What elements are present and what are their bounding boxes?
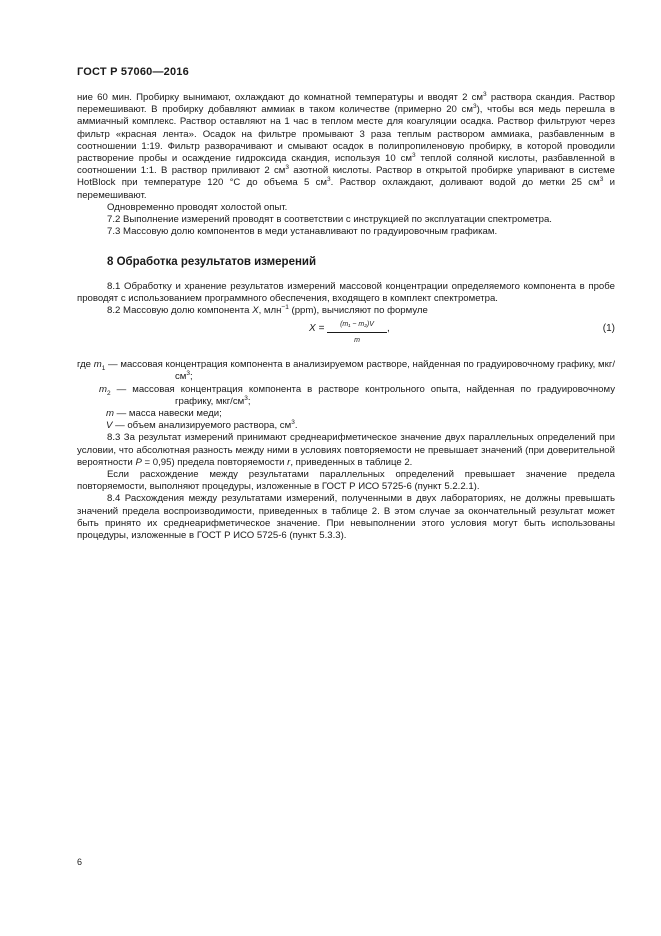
text-run: ние 60 мин. Пробирку вынимают, охлаждают до комнатной температуры и вводят 2 см [77, 92, 484, 103]
text-run: и перемешивают. [77, 177, 615, 201]
paragraph-blank-test: Одновременно проводят холостой опыт. [107, 201, 288, 213]
text-run: , млн [258, 305, 282, 317]
text-run: ; [190, 371, 193, 383]
superscript: 3 [244, 394, 248, 402]
superscript: 3 [186, 370, 191, 378]
definition-v [77, 420, 615, 432]
formula-numerator: (m₁ − m₂)V [327, 319, 387, 333]
definition-m2 [77, 384, 615, 408]
superscript: 3 [599, 176, 604, 184]
text-run: ), чтобы вся медь перешла в аммиачный комплекс. Раствор оставляют на 1 час в теплом месте для коагуляции осадка. Раствор фильтруют через фильтр «красная лента». Осадок на фильтре промывают 3 раза теплым раствором аммиака, разбавленным в соотношении 1:19. Фильтр разворачивают и смывают осадок в полипропиленовую пробирку, в которой проводили растворение пробы и осаждение гидроксида скандия, используя 10 см [77, 104, 615, 165]
superscript: −1 [281, 303, 289, 311]
text-run: — масса навески меди; [114, 408, 222, 420]
page-number: 6 [77, 857, 83, 867]
text-run: — массовая концентрация компонента в анализируемом растворе, найденная по градуировочному графику, мкг/см [105, 359, 615, 383]
text-run: ; [247, 395, 251, 407]
where-label: где [77, 359, 94, 371]
superscript: 3 [412, 151, 416, 159]
paragraph-8-2 [77, 305, 615, 317]
text-run: — массовая концентрация компонента в растворе контрольного опыта, найденная по градуировочному графику, мкг/см [110, 383, 615, 407]
text-run: . [294, 420, 298, 432]
paragraph-8-1: 8.1 Обработку и хранение результатов измерений массовой концентрации определяемого компонента в пробе проводят с использованием программного обеспечения, входящего в комплект спектрометра. [77, 280, 615, 304]
superscript: 3 [472, 103, 477, 111]
superscript: 3 [291, 419, 295, 427]
text-run: азотной кислоты. Раствор в открытой пробирке упаривают в системе HotBlock при температуре 120 °С до объема 5 см [77, 165, 615, 189]
superscript: 3 [483, 90, 487, 98]
standard-header: ГОСТ Р 57060—2016 [77, 66, 189, 78]
text-run: = 0,95) предела повторяемости [141, 456, 288, 468]
text-run: , приведенных в таблице 2. [290, 456, 413, 468]
text-run: . Раствор охлаждают, доливают водой до метки 25 см [330, 177, 600, 189]
variable-p: P [135, 456, 142, 468]
paragraph-8-4: 8.4 Расхождения между результатами измерений, полученными в двух лабораториях, не должны превышать значений предела воспроизводимости, приведенных в таблице 2. В этом случае за окончательный результат может быть принято их среднеарифметическое значение. При невыполнении этого условия могут быть использованы процедуры, изложенные в ГОСТ Р ИСО 5725-6 (пункт 5.3.3). [77, 493, 615, 542]
text-run: теплой соляной кислоты, разбавленной в соотношении 1:1. В раствор приливают 2 см [77, 153, 615, 177]
text-run: 8.2 Массовую долю компонента [107, 305, 253, 317]
section-8-heading: 8 Обработка результатов измерений [107, 256, 317, 269]
subscript: 1 [101, 365, 106, 373]
variable-v: V [106, 420, 113, 432]
paragraph-continued [77, 92, 615, 202]
text-run: (ppm), вычисляют по формуле [288, 305, 428, 317]
formula-comma: , [387, 323, 390, 335]
page-content [77, 92, 615, 542]
paragraph-7-2: 7.2 Выполнение измерений проводят в соответствии с инструкцией по эксплуатации спектрометра. [107, 214, 552, 226]
paragraph-8-3 [77, 432, 615, 469]
variable-r: r [287, 456, 291, 468]
definition-m [77, 408, 615, 420]
formula-fraction [327, 319, 387, 347]
text-run: 8.3 За результат измерений принимают среднеарифметическое значение двух параллельных определений при условии, что абсолютная разность между ними в условиях повторяемости не превышает значений (при доверительной вероятности [77, 432, 615, 468]
variable-m: m [99, 383, 107, 395]
formula-number: (1) [602, 323, 615, 335]
definition-m1 [77, 359, 615, 383]
text-run: раствора скандия. Раствор перемешивают. В пробирку добавляют аммиак в таком количестве (примерно 20 см [77, 92, 615, 116]
variable-m: m [106, 408, 114, 420]
text-run: — объем анализируемого раствора, см [112, 420, 292, 432]
superscript: 3 [327, 176, 331, 184]
subscript: 2 [107, 389, 111, 397]
paragraph-8-3-continued: Если расхождение между результатами параллельных определений превышает значение предела повторяемости, выполняют процедуры, изложенные в ГОСТ Р ИСО 5725-6 (пункт 5.2.2.1). [77, 469, 615, 493]
variable-m: m [93, 359, 102, 371]
variable-x: X [252, 305, 259, 317]
formula-lhs: X = [309, 323, 325, 335]
superscript: 3 [285, 164, 289, 172]
formula-denominator: m [354, 337, 360, 345]
formula-1 [77, 319, 615, 355]
paragraph-7-3: 7.3 Массовую долю компонентов в меди устанавливают по градуировочным графикам. [107, 226, 498, 238]
